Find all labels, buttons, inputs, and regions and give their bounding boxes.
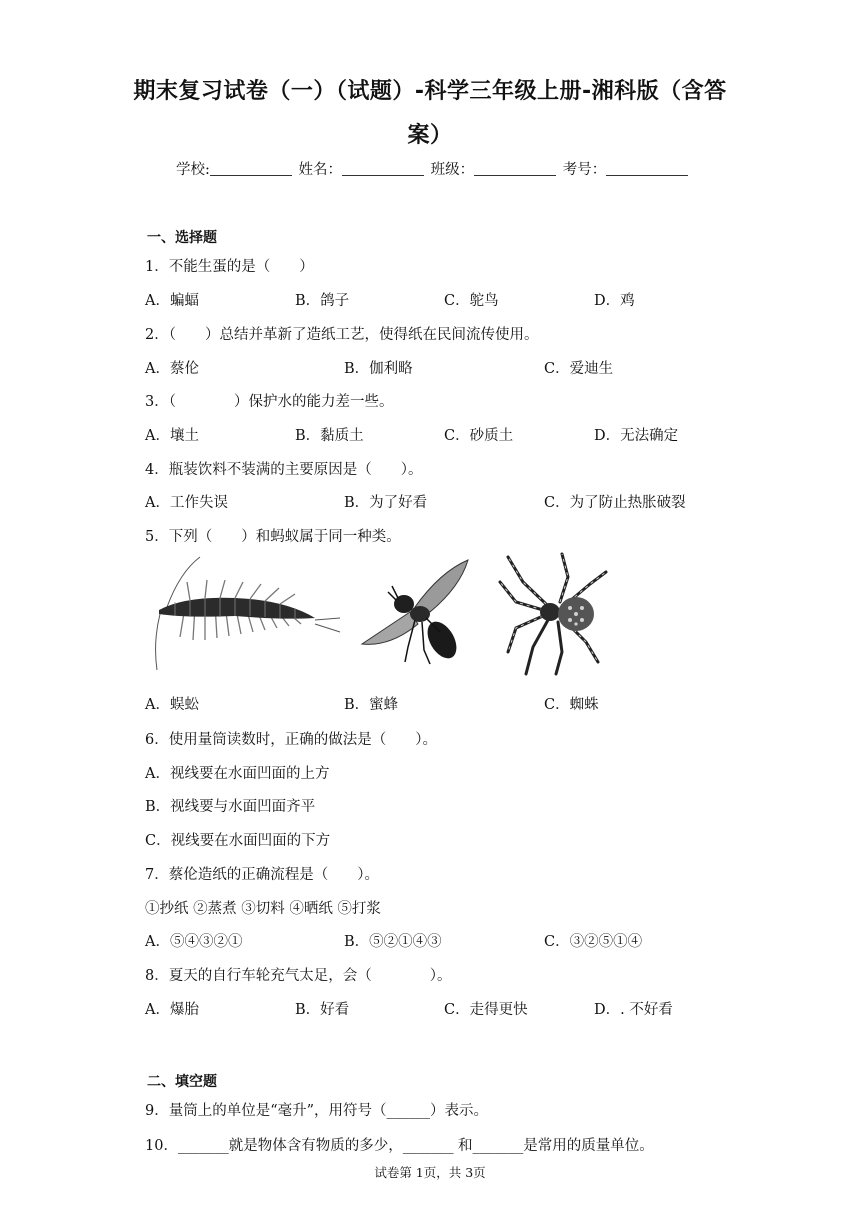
- option[interactable]: C．③②⑤①④: [544, 934, 643, 950]
- option[interactable]: C．走得更快: [444, 1002, 528, 1018]
- option[interactable]: B．蜜蜂: [344, 697, 399, 713]
- section-heading-choice: 一、选择题: [147, 230, 217, 246]
- option[interactable]: B．鸽子: [295, 293, 350, 309]
- option[interactable]: B．视线要与水面凹面齐平: [145, 799, 316, 815]
- question-stem: 3．（ ）保护水的能力差一些。: [145, 394, 394, 410]
- option[interactable]: A．壤土: [145, 428, 199, 444]
- option[interactable]: A．蝙蝠: [145, 293, 199, 309]
- name-label: 姓名：: [298, 162, 342, 178]
- option[interactable]: A．爆胎: [145, 1002, 199, 1018]
- question-stem: 8．夏天的自行车轮充气太足，会（ ）。: [145, 968, 452, 984]
- exam-number-label: 考号：: [562, 162, 607, 178]
- fill-question: 9．量筒上的单位是“毫升”，用符号（______）表示。: [145, 1103, 489, 1119]
- option[interactable]: B．为了好看: [344, 495, 428, 511]
- option[interactable]: A．蔡伦: [145, 361, 199, 377]
- section-heading-fill: 二、填空题: [147, 1074, 217, 1090]
- option[interactable]: C．蜘蛛: [544, 697, 599, 713]
- centipede-image: [145, 552, 345, 677]
- question-stem: 2．（ ）总结并革新了造纸工艺，使得纸在民间流传使用。: [145, 327, 539, 343]
- question-stem: 7．蔡伦造纸的正确流程是（ ）。: [145, 867, 379, 883]
- option[interactable]: C．鸵鸟: [444, 293, 499, 309]
- page-footer: 试卷第 1页，共 3页: [374, 1165, 486, 1180]
- option[interactable]: A．视线要在水面凹面的上方: [145, 766, 330, 782]
- question-stem: 6．使用量筒读数时，正确的做法是（ ）。: [145, 732, 437, 748]
- option[interactable]: C．为了防止热胀破裂: [544, 495, 686, 511]
- option[interactable]: B．好看: [295, 1002, 350, 1018]
- question-stem: 5．下列（ ）和蚂蚁属于同一种类。: [145, 529, 401, 545]
- option[interactable]: C．视线要在水面凹面的下方: [145, 833, 331, 849]
- option[interactable]: D．无法确定: [594, 428, 679, 444]
- option[interactable]: A．蜈蚣: [145, 697, 199, 713]
- question-stem: 4．瓶装饮料不装满的主要原因是（ ）。: [145, 462, 423, 478]
- name-blank[interactable]: [342, 161, 424, 176]
- question-stem: 1．不能生蛋的是（ ）: [145, 259, 314, 275]
- fill-question: 10．_______就是物体含有物质的多少，_______ 和_______是常用的质量单位。: [145, 1138, 654, 1154]
- question-process-steps: ①抄纸 ②蒸煮 ③切料 ④晒纸 ⑤打浆: [145, 901, 381, 917]
- option[interactable]: A．⑤④③②①: [145, 934, 243, 950]
- class-label: 班级：: [430, 162, 475, 178]
- school-blank[interactable]: [210, 161, 292, 176]
- option[interactable]: B．⑤②①④③: [344, 934, 442, 950]
- spider-image: [498, 552, 613, 677]
- option[interactable]: D．. 不好看: [594, 1002, 673, 1018]
- exam-title-line1: 期末复习试卷（一）（试题）-科学三年级上册-湘科版（含答: [133, 79, 727, 104]
- option[interactable]: B．黏质土: [295, 428, 364, 444]
- option[interactable]: B．伽利略: [344, 361, 413, 377]
- exam-title-line2: 案）: [407, 123, 453, 148]
- option[interactable]: C．砂质土: [444, 428, 514, 444]
- option[interactable]: A．工作失误: [145, 495, 228, 511]
- school-label: 学校:: [176, 162, 210, 178]
- bee-image: [360, 552, 475, 672]
- exam-number-blank[interactable]: [606, 161, 688, 176]
- option[interactable]: D．鸡: [594, 293, 635, 309]
- student-info-line: [176, 158, 690, 179]
- option[interactable]: C．爱迪生: [544, 361, 614, 377]
- class-blank[interactable]: [474, 161, 556, 176]
